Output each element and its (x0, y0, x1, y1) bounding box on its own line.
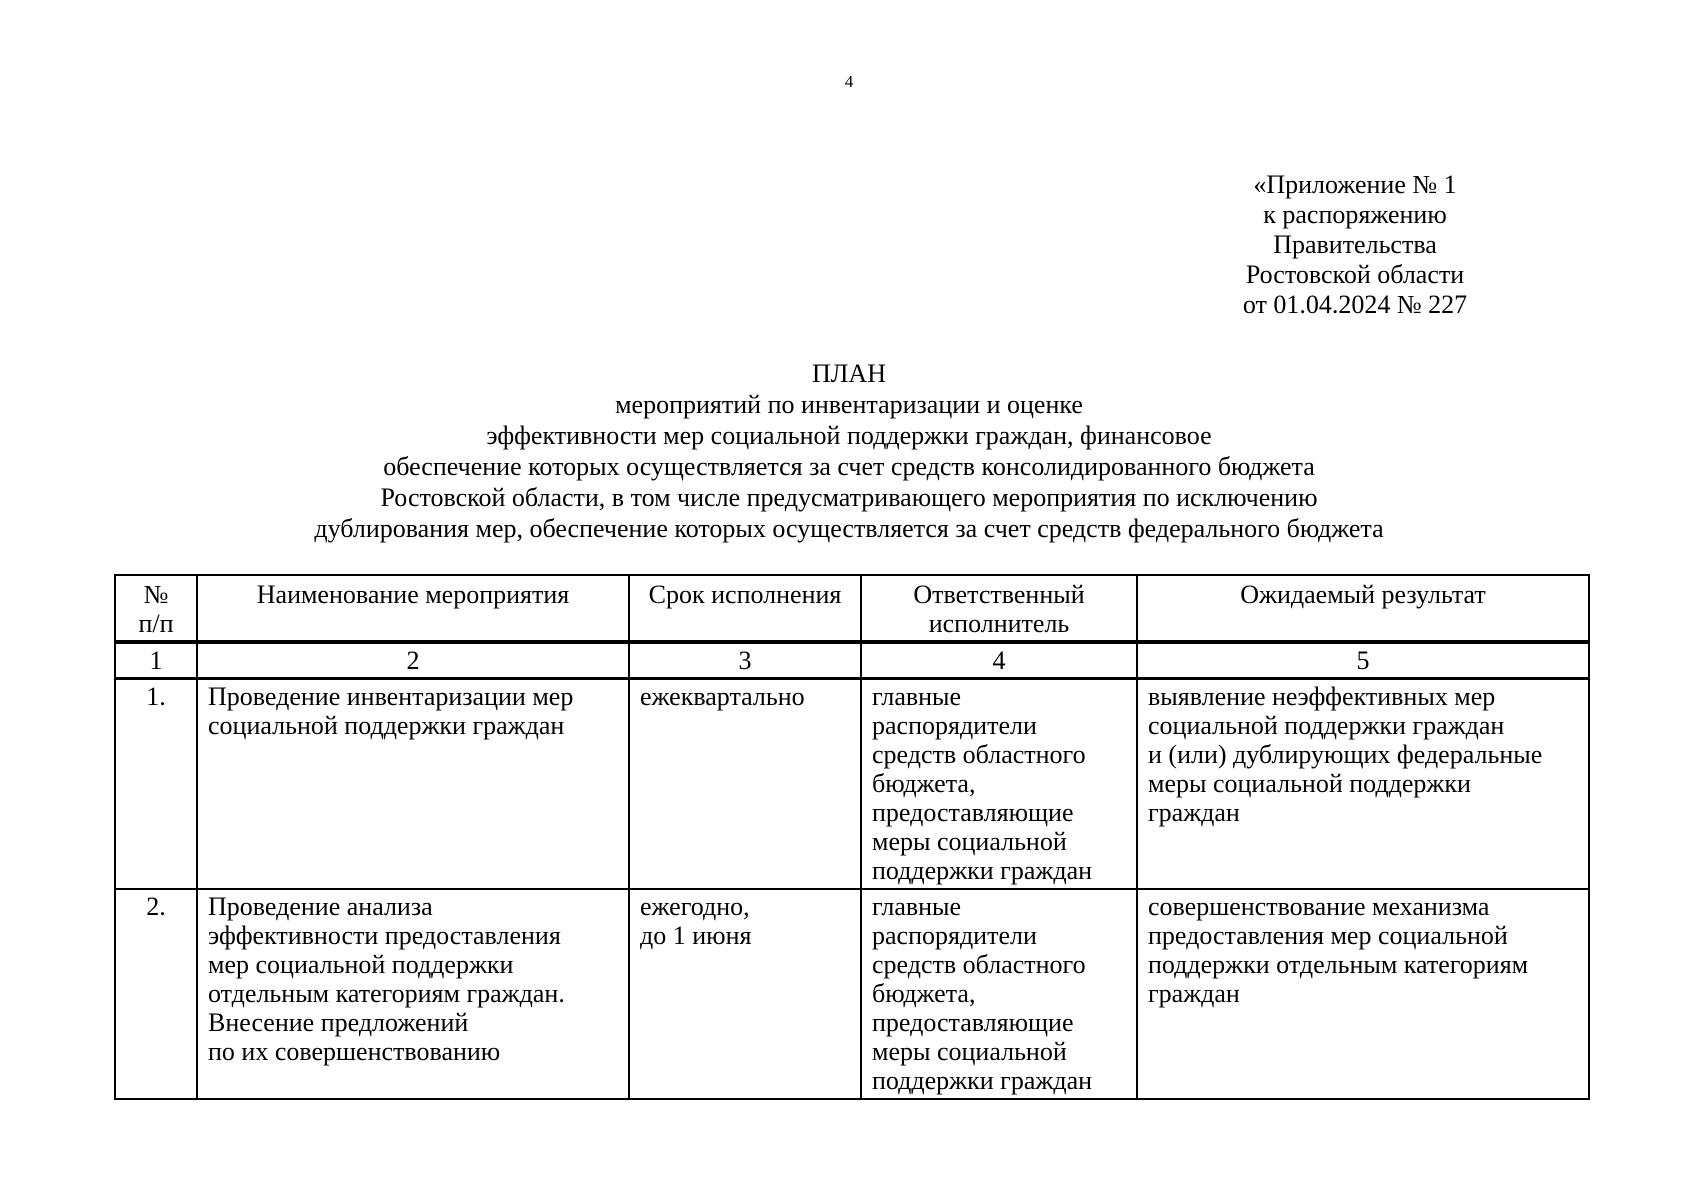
cell-text: выявление неэффективных мер (1148, 682, 1496, 711)
row-term-cell (629, 679, 861, 890)
header-cell-result (1137, 575, 1589, 642)
column-number-cell: 5 (1137, 642, 1589, 679)
cell-text: предоставляющие (872, 798, 1074, 827)
row-name-cell (197, 889, 629, 1099)
header-text: Наименование мероприятия (256, 580, 570, 609)
cell-text: поддержки граждан (872, 1066, 1093, 1095)
cell-text: главные (872, 682, 962, 711)
appendix-line: Ростовской области (1245, 260, 1465, 289)
plan-subtitle-line: эффективности мер социальной поддержки граждан, финансовое (486, 421, 1212, 450)
row-result-cell (1137, 889, 1589, 1099)
plan-subtitle-line: Ростовской области, в том числе предусматривающего мероприятия по исключению (380, 483, 1318, 512)
column-number-cell: 4 (861, 642, 1137, 679)
cell-text: меры социальной (872, 1037, 1067, 1066)
cell-text: средств областного (872, 950, 1086, 979)
cell-text: социальной поддержки граждан (1148, 711, 1505, 740)
column-number-cell: 2 (197, 642, 629, 679)
cell-text: эффективности предоставления (208, 921, 561, 950)
row-executor-cell (861, 889, 1137, 1099)
table-row (115, 889, 1589, 1099)
cell-text: бюджета, (872, 769, 976, 798)
cell-text: совершенствование механизма (1148, 892, 1490, 921)
column-number-cell: 1 (115, 642, 197, 679)
row-number-cell: 1. (115, 679, 197, 890)
header-text: Ответственный (913, 580, 1085, 609)
cell-text: Внесение предложений (208, 1008, 469, 1037)
plan-subtitle-line: дублирования мер, обеспечение которых осуществляется за счет средств федерального бюджета (314, 514, 1384, 543)
header-text: исполнитель (928, 609, 1070, 638)
header-cell-term (629, 575, 861, 642)
cell-text: поддержки отдельным категориям (1148, 950, 1529, 979)
cell-text: Проведение инвентаризации мер (208, 682, 574, 711)
header-cell-name (197, 575, 629, 642)
appendix-line: Правительства (1273, 230, 1437, 259)
cell-text: меры социальной поддержки (1148, 769, 1471, 798)
table-row (115, 679, 1589, 890)
table-header-row (115, 575, 1589, 642)
cell-text: и (или) дублирующих федеральные (1148, 740, 1543, 769)
row-number-cell: 2. (115, 889, 197, 1099)
cell-text: средств областного (872, 740, 1086, 769)
cell-text: главные (872, 892, 962, 921)
cell-text: по их совершенствованию (208, 1037, 501, 1066)
header-text: п/п (138, 609, 174, 638)
row-executor-cell (861, 679, 1137, 890)
header-text: Срок исполнения (648, 580, 842, 609)
plan-subtitle-line: обеспечение которых осуществляется за счет средств консолидированного бюджета (383, 452, 1315, 481)
plan-heading: ПЛАН (812, 359, 886, 388)
cell-text: граждан (1148, 798, 1240, 827)
header-text: Ожидаемый результат (1240, 580, 1486, 609)
cell-text: социальной поддержки граждан (208, 711, 565, 740)
cell-text: распорядители (872, 921, 1037, 950)
appendix-line: «Приложение № 1 (1253, 170, 1457, 199)
page-number: 4 (844, 72, 854, 91)
appendix-header (1190, 170, 1520, 320)
cell-text: поддержки граждан (872, 856, 1093, 885)
cell-text: Проведение анализа (208, 892, 433, 921)
cell-text: ежегодно, (640, 892, 750, 921)
header-cell-executor (861, 575, 1137, 642)
cell-text: бюджета, (872, 979, 976, 1008)
header-text: № (143, 580, 169, 609)
row-name-cell (197, 679, 629, 890)
plan-title (0, 358, 1698, 544)
cell-text: ежеквартально (640, 682, 805, 711)
plan-subtitle-line: мероприятий по инвентаризации и оценке (615, 390, 1083, 419)
cell-text: отдельным категориям граждан. (208, 979, 565, 1008)
appendix-line: от 01.04.2024 № 227 (1242, 290, 1468, 319)
column-number-row (115, 642, 1589, 679)
plan-table (114, 574, 1590, 1100)
row-term-cell (629, 889, 861, 1099)
column-number-cell: 3 (629, 642, 861, 679)
appendix-line: к распоряжению (1263, 200, 1447, 229)
cell-text: меры социальной (872, 827, 1067, 856)
cell-text: мер социальной поддержки (208, 950, 514, 979)
cell-text: до 1 июня (640, 921, 752, 950)
row-result-cell (1137, 679, 1589, 890)
cell-text: предоставления мер социальной (1148, 921, 1508, 950)
cell-text: предоставляющие (872, 1008, 1074, 1037)
cell-text: распорядители (872, 711, 1037, 740)
cell-text: граждан (1148, 979, 1240, 1008)
header-cell-number (115, 575, 197, 642)
